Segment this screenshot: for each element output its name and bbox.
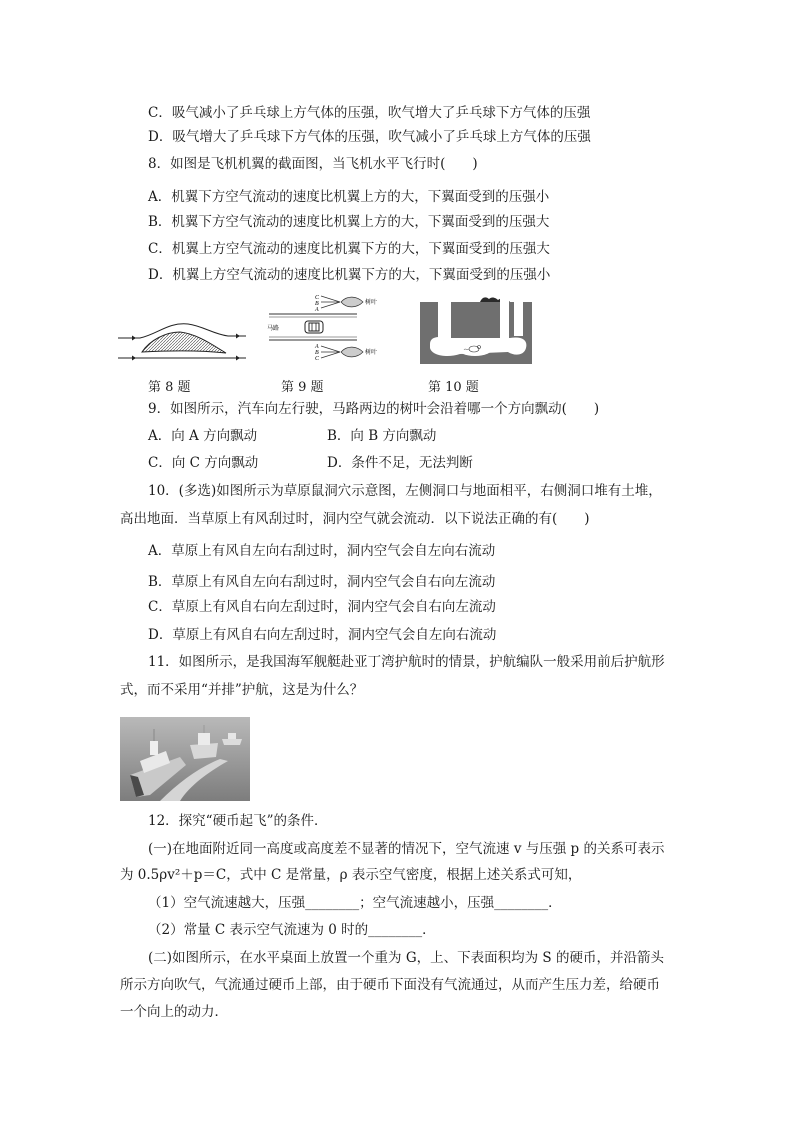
fig9-label-a-bottom: A [315,344,319,350]
fig9-label-c-bottom: C [315,356,320,362]
q10-option-b: B．草原上有风自左向右刮过时，洞内空气会自右向左流动 [148,574,496,590]
q9-option-c: C．向 C 方向飘动 [148,455,259,471]
q9-stem: 9．如图所示，汽车向左行驶，马路两边的树叶会沿着哪一个方向飘动( ) [148,401,600,417]
fig9-label-a-top: A [315,307,319,313]
q11-stem-line2: 式，而不采用“并排”护航，这是为什么？ [120,682,364,698]
q7-option-d: D．吸气增大了乒乓球下方气体的压强，吹气减小了乒乓球上方气体的压强 [148,129,591,145]
q12-title: 12．探究“硬币起飞”的条件． [148,813,328,829]
q10-stem-line2: 高出地面．当草原上有风刮过时，洞内空气就会流动．以下说法正确的有( ) [120,511,590,527]
q10-option-c: C．草原上有风自右向左刮过时，洞内空气会自右向左流动 [148,599,496,615]
fig9-leaf-label-top: 树叶 [365,299,378,306]
q12-part1-line1: (一)在地面附近同一高度或高度差不显著的情况下，空气流速 v 与压强 p 的关系可表示 [148,841,665,857]
caption-fig10: 第 10 题 [428,380,479,395]
q12-part2-line2: 所示方向吹气，气流通过硬币上部，由于硬币下面没有气流通过，从而产生压力差，给硬币 [120,977,660,993]
warships-photo [120,717,250,801]
fig9-label-b-bottom: B [315,350,319,356]
q10-option-d: D．草原上有风自右向左刮过时，洞内空气会自左向右流动 [148,627,497,643]
caption-fig8: 第 8 题 [148,380,191,395]
q12-subquestion-1: （1）空气流速越大，压强________；空气流速越小，压强________． [148,895,562,911]
q9-option-b: B．向 B 方向飘动 [327,428,437,444]
fig9-label-b-top: B [315,301,319,307]
q8-option-c: C．机翼上方空气流动的速度比机翼下方的大，下翼面受到的压强大 [148,241,550,257]
wing-cross-section-figure [118,322,246,366]
q8-option-d: D．机翼上方空气流动的速度比机翼下方的大，下翼面受到的压强小 [148,267,551,283]
q8-option-b: B．机翼下方空气流动的速度比机翼上方的大，下翼面受到的压强大 [148,214,550,230]
q12-part2-line3: 一个向上的动力． [120,1004,228,1020]
q9-option-a: A．向 A 方向飘动 [148,428,258,444]
fig9-label-c-top: C [315,295,320,301]
q11-stem-line1: 11．如图所示，是我国海军舰艇赴亚丁湾护航时的情景，护航编队一般采用前后护航形 [148,654,665,670]
q7-option-c: C．吸气减小了乒乓球上方气体的压强，吹气增大了乒乓球下方气体的压强 [148,105,591,121]
q9-option-d: D．条件不足，无法判断 [327,455,473,471]
fig9-leaf-label-bottom: 树叶 [365,349,378,356]
q8-stem: 8．如图是飞机机翼的截面图，当飞机水平飞行时( ) [148,156,478,172]
fig9-road-label: 马路 [267,325,280,332]
q10-option-a: A．草原上有风自左向右刮过时，洞内空气会自左向右流动 [148,543,496,559]
q10-stem-line1: 10．(多选)如图所示为草原鼠洞穴示意图，左侧洞口与地面相平，右侧洞口堆有土堆， [148,483,662,499]
q12-subquestion-2: （2）常量 C 表示空气流速为 0 时的________． [148,922,436,938]
q8-option-a: A．机翼下方空气流动的速度比机翼上方的大，下翼面受到的压强小 [148,189,550,205]
q12-part1-line2: 为 0.5ρv²＋p＝C，式中 C 是常量，ρ 表示空气密度，根据上述关系式可知， [120,867,582,883]
road-leaves-figure [265,292,387,366]
q12-part2-line1: (二)如图所示，在水平桌面上放置一个重为 G，上、下表面积均为 S 的硬币，并沿箭头 [148,950,664,966]
caption-fig9: 第 9 题 [281,380,324,395]
burrow-figure [420,296,532,364]
